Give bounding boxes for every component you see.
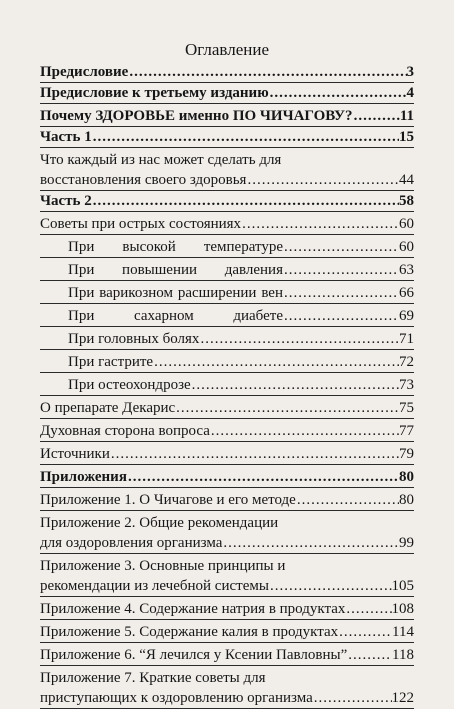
toc-entry-page: 66 — [399, 285, 414, 301]
toc-entry — [40, 260, 414, 281]
toc-entry-line — [40, 306, 414, 326]
toc-entry — [40, 237, 414, 258]
dot-leader — [241, 214, 399, 234]
toc-entry-title: Духовная сторона вопроса — [40, 423, 210, 439]
toc-entry-word: При — [68, 308, 95, 324]
toc-entry-line — [40, 237, 414, 257]
toc-entry-word: При — [68, 239, 95, 255]
toc-entry — [40, 375, 414, 396]
dot-leader — [296, 490, 399, 510]
toc-entry-title: Часть 1 — [40, 129, 92, 145]
toc-entry-title-cont: приступающих к оздоровлению организма — [40, 690, 313, 706]
toc-entry-line — [40, 127, 414, 147]
toc-entry-title-cont: рекомендации из лечебной системы — [40, 578, 269, 594]
dot-leader — [283, 260, 399, 280]
toc-entry-title: Приложения — [40, 469, 127, 485]
toc-entry-page: 60 — [399, 216, 414, 232]
toc-entry-line — [40, 490, 414, 510]
toc-entry-title — [68, 237, 283, 257]
dot-leader — [283, 237, 399, 257]
dot-leader — [283, 283, 399, 303]
toc-entry — [40, 62, 414, 83]
toc-entry — [40, 467, 414, 488]
dot-leader — [353, 106, 400, 126]
dot-leader — [222, 533, 399, 553]
toc-entry — [40, 83, 414, 104]
toc-entry-line — [40, 622, 414, 642]
toc-entry-page: 77 — [399, 423, 414, 439]
toc-entry-page: 75 — [399, 400, 414, 416]
toc-entry — [40, 668, 414, 709]
toc-entry-title: Часть 2 — [40, 193, 92, 209]
dot-leader — [127, 467, 399, 487]
page-title: Оглавление — [185, 40, 269, 59]
toc-entry-page: 79 — [399, 446, 414, 462]
toc-entry-page: 99 — [399, 535, 414, 551]
dot-leader — [338, 622, 392, 642]
toc-entry-line — [40, 599, 414, 619]
dot-leader — [128, 62, 406, 82]
toc-entry — [40, 106, 414, 127]
toc-entry-word: При — [68, 262, 95, 278]
toc-entry-page: 4 — [406, 85, 414, 101]
toc-entry-line — [40, 533, 414, 553]
toc-entry — [40, 398, 414, 419]
toc-entry-title — [68, 306, 283, 326]
toc-entry-title: Приложение 3. Основные принципы и — [40, 558, 286, 574]
toc-entry-title: Приложение 5. Содержание калия в продуктах — [40, 624, 339, 640]
toc-entry-line — [40, 645, 414, 665]
toc-entry-title: Предисловие к третьему изданию — [40, 85, 269, 101]
toc-entry-word: При — [68, 285, 95, 301]
toc-entry-page: 63 — [399, 262, 414, 278]
toc-entry-word: температуре — [203, 239, 283, 255]
toc-entry — [40, 444, 414, 465]
toc-entry-word: повышении — [122, 262, 198, 278]
toc-entry — [40, 490, 414, 511]
toc-entry — [40, 214, 414, 235]
toc-entry-page: 11 — [399, 108, 414, 124]
toc-entry-title — [68, 260, 283, 280]
toc-entry-page: 44 — [399, 172, 414, 188]
toc-entry-title: Предисловие — [40, 64, 129, 80]
toc-entry-line — [40, 375, 414, 395]
toc-entry — [40, 645, 414, 666]
toc-entry-title: Советы при острых состояниях — [40, 216, 242, 232]
dot-leader — [92, 127, 399, 147]
toc-entry — [40, 622, 414, 643]
toc-entry-line — [40, 688, 414, 708]
toc-entry-title: Что каждый из нас может сделать для — [40, 152, 282, 168]
toc-entry — [40, 283, 414, 304]
toc-entry — [40, 127, 414, 148]
toc-entry-title: Приложение 7. Краткие советы для — [40, 670, 266, 686]
toc-entry-line — [40, 444, 414, 464]
toc-entry-page: 3 — [406, 64, 414, 80]
toc-entry-title: При остеохондрозе — [68, 377, 191, 393]
toc-entry-page: 15 — [399, 129, 414, 145]
toc-entry-page: 122 — [391, 690, 414, 706]
dot-leader — [210, 421, 399, 441]
toc-entry-line — [40, 170, 414, 190]
toc-entry-line — [40, 513, 414, 533]
toc-entry-page: 80 — [399, 492, 414, 508]
toc-entry-line — [40, 576, 414, 596]
toc-entry-title: При гастрите — [68, 354, 154, 370]
toc-entry-word: давления — [224, 262, 283, 278]
toc-entry-page: 108 — [391, 601, 414, 617]
dot-leader — [175, 398, 399, 418]
dot-leader — [191, 375, 399, 395]
toc-entry — [40, 306, 414, 327]
toc-entry — [40, 556, 414, 597]
dot-leader — [246, 170, 399, 190]
toc-entry-word: сахарном — [134, 308, 194, 324]
toc-entry-title: Источники — [40, 446, 110, 462]
toc-entry-word: вен — [261, 285, 283, 301]
toc-entry — [40, 352, 414, 373]
toc-entry-title: Приложение 1. О Чичагове и его методе — [40, 492, 296, 508]
toc-entry-page: 105 — [391, 578, 414, 594]
toc-entry — [40, 421, 414, 442]
toc-entry-line — [40, 283, 414, 303]
toc-entry-line — [40, 556, 414, 576]
toc-entry-title: При головных болях — [68, 331, 200, 347]
dot-leader — [269, 83, 407, 103]
toc-entry-line — [40, 191, 414, 211]
table-of-contents — [40, 62, 414, 709]
dot-leader — [199, 329, 399, 349]
toc-entry-word: варикозном — [99, 285, 173, 301]
toc-entry-page: 72 — [399, 354, 414, 370]
toc-entry — [40, 513, 414, 554]
toc-entry-page: 69 — [399, 308, 414, 324]
toc-entry-line — [40, 352, 414, 372]
toc-entry-title: О препарате Декарис — [40, 400, 176, 416]
toc-entry-title: Приложение 2. Общие рекомендации — [40, 515, 279, 531]
toc-entry-line — [40, 421, 414, 441]
toc-entry-word: расширении — [177, 285, 257, 301]
toc-entry-line — [40, 214, 414, 234]
dot-leader — [313, 688, 392, 708]
toc-entry-page: 80 — [399, 469, 414, 485]
dot-leader — [347, 645, 392, 665]
dot-leader — [110, 444, 399, 464]
toc-entry-title — [68, 283, 283, 303]
toc-entry-word: диабете — [233, 308, 283, 324]
dot-leader — [269, 576, 392, 596]
toc-entry-title-cont: восстановления своего здоровья — [40, 172, 247, 188]
toc-entry-word: высокой — [122, 239, 176, 255]
toc-entry — [40, 191, 414, 212]
toc-entry-title-cont: для оздоровления организма — [40, 535, 223, 551]
toc-entry-page: 71 — [399, 331, 414, 347]
toc-entry-line — [40, 62, 414, 82]
toc-entry-page: 60 — [399, 239, 414, 255]
dot-leader — [153, 352, 399, 372]
toc-entry-line — [40, 398, 414, 418]
toc-entry-line — [40, 668, 414, 688]
dot-leader — [345, 599, 391, 619]
toc-entry-line — [40, 106, 414, 126]
toc-entry-page: 58 — [399, 193, 414, 209]
toc-entry — [40, 599, 414, 620]
toc-entry-line — [40, 150, 414, 170]
toc-entry-line — [40, 467, 414, 487]
toc-entry — [40, 329, 414, 350]
toc-entry-line — [40, 260, 414, 280]
toc-entry-page: 118 — [392, 647, 414, 663]
toc-entry-title: Приложение 6. “Я лечился у Ксении Павловны” — [40, 647, 348, 663]
toc-entry-page: 114 — [392, 624, 414, 640]
toc-entry-page: 73 — [399, 377, 414, 393]
dot-leader — [92, 191, 399, 211]
toc-entry — [40, 150, 414, 191]
toc-entry-line — [40, 83, 414, 103]
toc-entry-line — [40, 329, 414, 349]
toc-entry-title: Приложение 4. Содержание натрия в продуктах — [40, 601, 346, 617]
toc-entry-title: Почему ЗДОРОВЬЕ именно ПО ЧИЧАГОВУ? — [40, 108, 353, 124]
dot-leader — [283, 306, 399, 326]
